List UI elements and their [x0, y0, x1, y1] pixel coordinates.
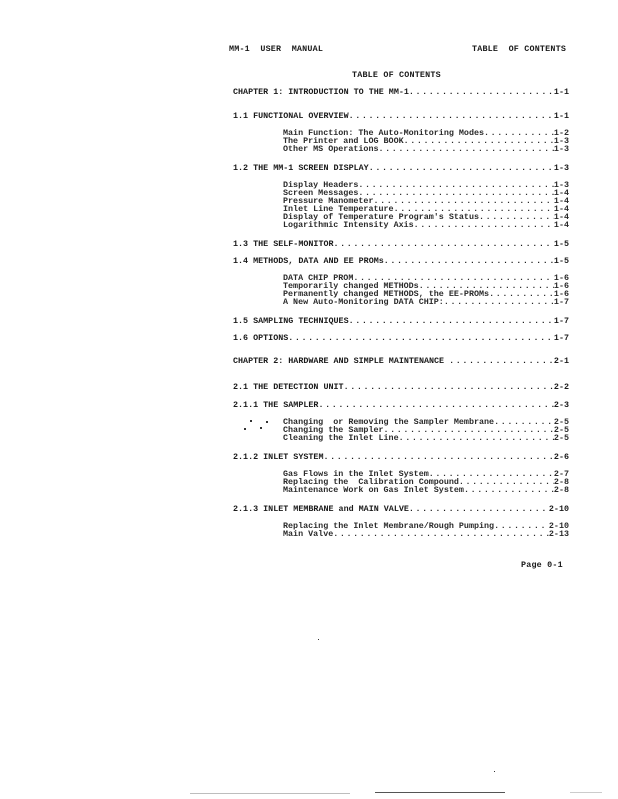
scan-speck [318, 639, 319, 640]
page-number: Page 0-1 [521, 560, 563, 570]
toc-item: Maintenance Work on Gas Inlet System ..... 2-8 [283, 486, 569, 495]
toc-section-1-1: 1.1 FUNCTIONAL OVERVIEW ..... 1-1 [233, 112, 569, 121]
toc-item: Logarithmic Intensity Axis ..... 1-4 [283, 221, 569, 230]
scan-edge-line [570, 792, 602, 793]
scan-edge-line [375, 792, 505, 793]
running-header-left: MM-1 USER MANUAL [229, 44, 324, 54]
toc-item: Pressure Manometer ..... 1-4 [283, 197, 569, 206]
toc-section-1-4: 1.4 METHODS, DATA AND EE PROMs ..... 1-5 [233, 257, 569, 266]
toc-item: Cleaning the Inlet Line ..... 2-5 [283, 434, 569, 443]
scan-speck [266, 421, 268, 423]
toc-item: Temporarily changed METHODs ..... 1-6 [283, 282, 569, 291]
toc-section-1-2: 1.2 THE MM-1 SCREEN DISPLAY ..... 1-3 [233, 164, 569, 173]
running-header-right: TABLE OF CONTENTS [472, 44, 567, 54]
toc-item: Other MS Operations ..... 1-3 [283, 145, 569, 154]
toc-item: The Printer and LOG BOOK ..... 1-3 [283, 137, 569, 146]
toc-item: Changing the Sampler ..... 2-5 [283, 426, 569, 435]
toc-item: DATA CHIP PROM ..... 1-6 [283, 274, 569, 283]
toc-item: Main Valve ..... 2-13 [283, 530, 569, 539]
toc-item: Screen Messages ..... 1-4 [283, 189, 569, 198]
toc-section-2-1-2: 2.1.2 INLET SYSTEM ..... 2-6 [233, 453, 569, 462]
toc-item: A New Auto-Monitoring DATA CHIP: ..... 1-7 [283, 298, 569, 307]
toc-section-1-6: 1.6 OPTIONS ..... 1-7 [233, 334, 569, 343]
scan-speck [250, 420, 252, 422]
toc-chapter-2: CHAPTER 2: HARDWARE AND SIMPLE MAINTENANCE ..... 2-1 [233, 357, 569, 366]
toc-item: Main Function: The Auto-Monitoring Modes ..... 1-2 [283, 129, 569, 138]
toc-item: Display of Temperature Program's Status ..... 1-4 [283, 213, 569, 222]
scan-speck [260, 427, 262, 429]
toc-item: Replacing the Calibration Compound ..... 2-8 [283, 478, 569, 487]
scan-edge-line [190, 793, 350, 794]
scan-speck [244, 428, 246, 430]
toc-item: Display Headers ..... 1-3 [283, 181, 569, 190]
toc-item: Changing or Removing the Sampler Membrane ..... 2-5 [283, 418, 569, 427]
toc-item: Permanently changed METHODS, the EE-PROMs ..... 1-6 [283, 290, 569, 299]
toc-item: Inlet Line Temperature ..... 1-4 [283, 205, 569, 214]
toc-section-2-1-3: 2.1.3 INLET MEMBRANE and MAIN VALVE ..... 2-10 [233, 505, 569, 514]
toc-section-1-3: 1.3 THE SELF-MONITOR ..... 1-5 [233, 240, 569, 249]
toc-section-1-5: 1.5 SAMPLING TECHNIQUES ..... 1-7 [233, 317, 569, 326]
toc-item: Replacing the Inlet Membrane/Rough Pumping ..... 2-10 [283, 522, 569, 531]
toc-title: TABLE OF CONTENTS [352, 70, 441, 80]
toc-section-2-1: 2.1 THE DETECTION UNIT ..... 2-2 [233, 383, 569, 392]
toc-section-2-1-1: 2.1.1 THE SAMPLER ..... 2-3 [233, 401, 569, 410]
scan-speck [494, 771, 495, 772]
toc-item: Gas Flows in the Inlet System ..... 2-7 [283, 470, 569, 479]
toc-chapter-1: CHAPTER 1: INTRODUCTION TO THE MM-1 ..... 1-1 [233, 88, 569, 97]
